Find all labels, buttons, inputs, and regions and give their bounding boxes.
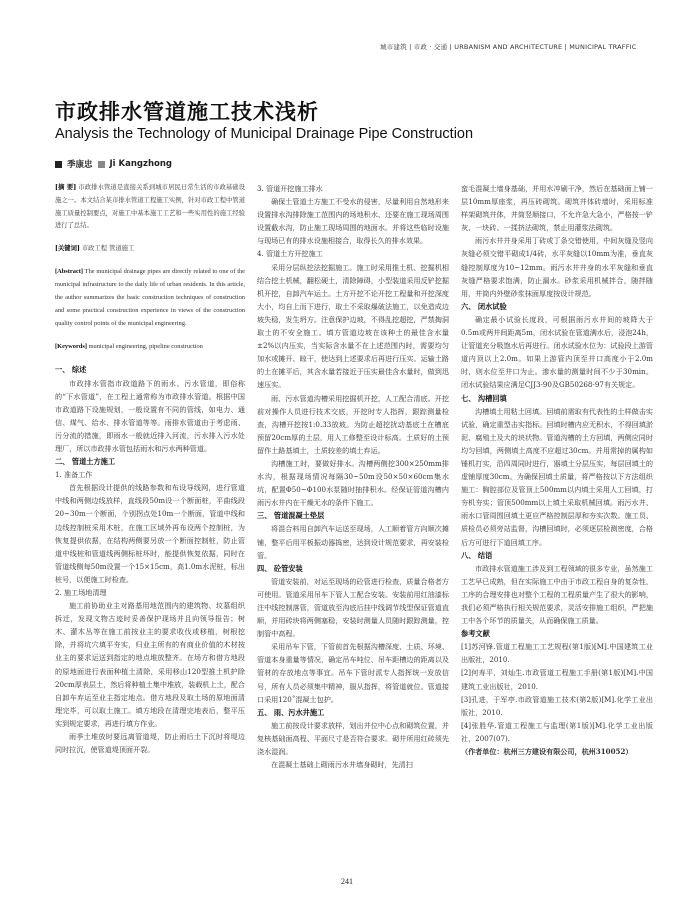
subsection-heading: 1. 准备工作 <box>55 470 93 480</box>
reference-item: [3]孔进，于军亭.市政管道施工技术(第2版)[M].化学工业出版社，2010. <box>461 694 653 717</box>
section-heading: 七、 沟槽回填 <box>461 393 507 403</box>
section-heading: 二、 管道土方施工 <box>55 457 116 467</box>
column-3 <box>461 182 653 758</box>
author-line <box>55 158 172 170</box>
keywords-en-text: municipal engineering, pipeline construction <box>88 342 203 350</box>
reference-item: [2]何寿平，刘灿生.市政管道工程施工手册(第1版)[M].中国建筑工业出版社，2010. <box>461 668 653 691</box>
paragraph: 确定最小试验长度段，可根据雨污水井间的坡降大于0.5m或两井间距离5m，闭水试验在管道满水后，浸泡24h，让管道充分吸饱水后再进行。闭水试验水位为：试验段上游管道内顶以上2.0m。如果上游管内顶至井口高度小于2.0m时，则水位至井口为止。渗水量的测量时间不少于30min。闭水试验结果应满足CJJ3-90及GB50268-97有关规定。 <box>461 314 653 390</box>
paragraph: 沟槽施工时，要做好排水。沟槽两侧挖300×250mm排水沟，根据现场情况每隔30~50m设50×50×60cm集水坑，配置Φ50~Φ100水泵随时抽排积水。经保证管道沟槽内雨污水井内在干燥无水的条件下施工。 <box>257 458 449 508</box>
paragraph: 市政排水管道施工涉及到工程领域的很多专业，虽然施工工艺早已成熟，但在实际施工中由于市政工程自身的复杂性，工序的合理安排也对整个工程的工程质量产生了很大的影响，我们必须严格执行相关规范要求，灵活安排施工组织，严把施工中各个环节的质量关，从而确保施工质量。 <box>461 563 653 626</box>
section-heading: 五、 雨、污水井施工 <box>257 707 325 717</box>
paragraph: 沟槽填土用粘土回填。回填前需取有代表性的土样做击实试验，确定重型击实指标。回填时槽内应无积水，不得回填淤泥、腐殖土及大的块状物。管道沟槽的土方回填，两侧应同时均匀回填，两侧填土高度不应超过30cm。并用常掉的属构如锤机打实，沿四周同时进行，器填土分层压实，每层回填土的虚铺厚度30cm。为确保回填土质量，将严格按以下方法组织施工：胸腔部位及管顶上500mm以内填土采用人工回填，打夯机夯实；管顶500mm以上填土采取机械回填。雨污水井、雨水口管周围回填土更应严格控制层厚和夯实次数。施工员、质检员必须旁站监督，沟槽回填时，必须逐层检测密度，合格后方可进行下道回填工序。 <box>461 406 653 547</box>
paragraph: 将混合料用自卸汽车运送至现场，人工顺着管方向顺次摊铺，整平后用平板振动器捣密，达到设计规范要求，再安装检管。 <box>257 524 449 560</box>
abstract-en-label: [Abstract] <box>55 267 84 275</box>
keywords-en <box>55 341 245 354</box>
reference-item: [4]张胜华.管道工程施工与监理(第1版)[M].化学工业出版社，2007(07). <box>461 720 653 743</box>
section-heading: 六、 闭水试验 <box>461 301 507 311</box>
abstract-cn <box>55 182 245 233</box>
column-3-body <box>461 182 653 758</box>
section-heading: 一、 综述 <box>55 365 87 375</box>
keywords-cn-text: 市政工程 管道施工 <box>81 245 135 253</box>
article-title-cn: 市政排水管道施工技术浅析 <box>55 100 319 124</box>
paragraph: 施工前协助业主对路基用地范围内的建筑物、坟墓组织拆迁，发现文物古迹时妥善保护现场并且向领导报告；树木、灌木丛等在施工前按业主的要求收伐或移植，树根挖除，并将坑穴填平夯实，归业主所有的有商业价值的木材按业主的要求运送到指定的地点堆放整齐。在场方和借方地段的原地面进行表面种植土清除，采用移山120型推土机护除20cm厚表层土，然后将种植土集中堆放，装载机上土，配合自卸车弃运至业主指定地点。借方地段及取土场的原地面清理完毕，可以取土施工。填方地段在清理完地表后，整平压实到规定要求，再进行填方作业。 <box>55 601 245 728</box>
paragraph: 雨污水井井身采用丁砖或丁条交错使用，中间灰缝及竖向灰缝必须交错平砌成1/4砖，水平灰缝以10mm为准，垂直灰缝控制厚度为10~12mm。雨污水井井身的水平灰缝和垂直灰缝严格要求饱满，防止漏水。砂浆采用机械拌合，随拌随用，井筒内外壁砂浆抹面厚度按设计规范。 <box>461 236 653 298</box>
column-2-body <box>257 182 449 771</box>
keywords-cn <box>55 243 245 256</box>
paragraph: 市政排水管指市政道路下的雨水、污水管道，即俗称的“下水管道”，在工程上通常称为市政排水管道。根据中国市政道路下设施规划，一般设置有不同的管线，如电力、通信、煤气、给水、排水管道等等。雨排水管道由于考虑雨、污分流的措施，即雨水一般就近排入河流，污水排入污水处理厂，所以市政排水管包括雨水和污水两种管道。 <box>55 378 245 453</box>
page-number: 241 <box>341 877 353 886</box>
paragraph: 采用分层纵挖法挖掘施工。施工时采用推土机、挖掘机相结合挖土机械，翻松硬土，清除障碍，小型装道采用反铲挖掘机开挖，自卸汽车运土。土方开挖不论开挖工程量和开挖深度大小，均自上而下进行，取土不采取爆破法施工，以免造成边坡失稳，发生坍方。注意保护边坡，不得乱挖超挖，严禁掏洞取土的不安全施工。填方管道边坡在该种土的最佳含水量±2%以内压实，当实际含水量不在上述范围内时，需要均匀加水或摊开、晾干，使达到上述要求后再进行压实。运输土路的土在摊平后，其含水量若接近于压实最佳含水量时，做到迅速压实。 <box>257 262 449 390</box>
reference-item: [1]苏河锋.管道工程施工工艺规程(第1版)[M].中国建筑工业出版社，2010. <box>461 642 653 665</box>
author-affiliation: （作者单位：杭州三方建设有限公司，杭州310052） <box>461 747 633 757</box>
keywords-cn-label: [关键词] <box>55 245 80 253</box>
subsection-heading: 3. 管道开挖施工排水 <box>257 184 323 193</box>
abstract-cn-label: [摘 要] <box>55 184 77 191</box>
author-name-en: Ji Kangzhong <box>109 159 172 169</box>
subsection-heading: 2. 施工场地清理 <box>55 588 107 598</box>
subsection-heading: 4. 管道土方开挖施工 <box>257 249 323 259</box>
square-bullet-icon <box>55 161 62 168</box>
paragraph: 施工前按设计要求放样，划出井位中心点和砌筑位置，并复核基础面高程、平面尺寸是否符合要求。砌井所用红砖须先浇水湿润。 <box>257 720 449 757</box>
running-header: 城市建筑 | 市政 · 交通 | URBANISM AND ARCHITECTURE | MUNICIPAL TRAFFIC <box>380 43 637 51</box>
paragraph: 管道安装前，对运至现场的砼管进行检查，质量合格者方可使用。管道采用吊车下管人工配合安装。安装前用红油漆标注中线控制落管，管道放至沟底后挂中线调节线型保证管道直顺，并用砖块将两侧塞稳，安装时测量人员随时跟踪测量，控制管中高程。 <box>257 576 449 639</box>
section-heading: 三、 管道混凝土垫层 <box>257 511 325 521</box>
paragraph: 首先根据设计提供的线路参数和布设导线网，进行管道中线和两侧边线放样，直线段50m设一个断面桩，平曲线段20~30m一个断面，个别拐点处10m一个断面，管道中线和边线控制桩采用木桩，在施工区域外再布设两个控制桩，为恢复提供依据，在结构两侧要另放一个断面控制桩，防止管道中线桩和管道线两侧标桩坏时，能提供恢复依据，同时在管道线侧每50m设置一个15×15cm，高1.0m水泥桩，标出桩号，以便施工时检查。 <box>55 483 245 584</box>
abstract-cn-text: 市政排水管道是直接关系到城市居民日常生活的市政基础设施之一。本文结合某市排水管道工程施工实例，针对市政工程中管道施工质量控制要点，对施工中基本施工工艺和一些实用性的施工经验进行了总结。 <box>55 184 245 230</box>
paragraph: 在混凝土基础上砌雨污水井墙身砌时，先清扫 <box>271 760 413 770</box>
paragraph: 采用吊车下管，下管前首先根据沟槽深度、土质、环境、管道本身重量等情况，确定吊车吨位、吊车距槽边的距离以及管材的存放地点等事宜。吊车下管时派专人指挥统一发放信号，所有人员必须集中精神，服从指挥，将管道就位。管道接口采用120˚混凝土包护。 <box>257 642 449 704</box>
square-bullet-icon <box>98 161 105 168</box>
paragraph: 雨、污水管道沟槽采用挖掘机开挖，人工配合清底。开挖前对操作人员进行技术交底，开挖时专人指挥，跟踪测量检查，沟槽开挖按1:0.33放坡。为防止超挖扰动基底土在槽底预留20cm厚的土层，用人工修整至设计标高。土质好的土预留作土路基填土，土质较差的填土弃运。 <box>257 393 449 455</box>
section-heading: 四、 砼管安装 <box>257 563 303 573</box>
paragraph: 蛮毛混凝土墙身基础，并用水冲刷干净，然后在基础面上铺一层10mm厚座浆，再压砖砌筑。砌筑井体砖墙时，采用标准样架砌筑井体，井筒竖顺接口，不允许急大急小，严格按一铲灰、一块砖、一揉挤法砌筑，禁止用灌浆法砌筑。 <box>461 184 653 233</box>
column-1 <box>55 182 245 756</box>
keywords-en-label: [Keywords] <box>55 342 87 350</box>
paragraph: 雨季土堆放时要远离管道堤，防止雨后土下沉时将堤边同时拉沉，使管道堤顶面开裂。 <box>55 732 245 755</box>
section-heading: 八、 结语 <box>461 550 493 560</box>
column-1-body <box>55 363 245 756</box>
abstract-en-text: The municipal drainage pipes are directly related to one of the municipal infrastructure to the daily life of urban residents. In this article, the author summarizes the basic construction techniques of construction and some practical construction experience in views of the construction quality control points of the municipal engineering. <box>55 267 245 327</box>
column-2 <box>257 182 449 771</box>
paragraph: 确保土管道土方施工不受水的侵害，尽量利用自然地形来设置排水沟排除施工范围内的场地积水、还要在施工现场周围设置截水沟，防止施工现场周围的地面水。并将这些临时设施与现场已有的排水设施相接合，取得长久的排水效果。 <box>257 197 449 246</box>
abstract-en <box>55 266 245 331</box>
section-heading: 参考文献 <box>461 629 490 639</box>
article-title-en: Analysis the Technology of Municipal Drainage Pipe Construction <box>55 126 474 142</box>
author-name-cn: 季康忠 <box>67 160 93 170</box>
